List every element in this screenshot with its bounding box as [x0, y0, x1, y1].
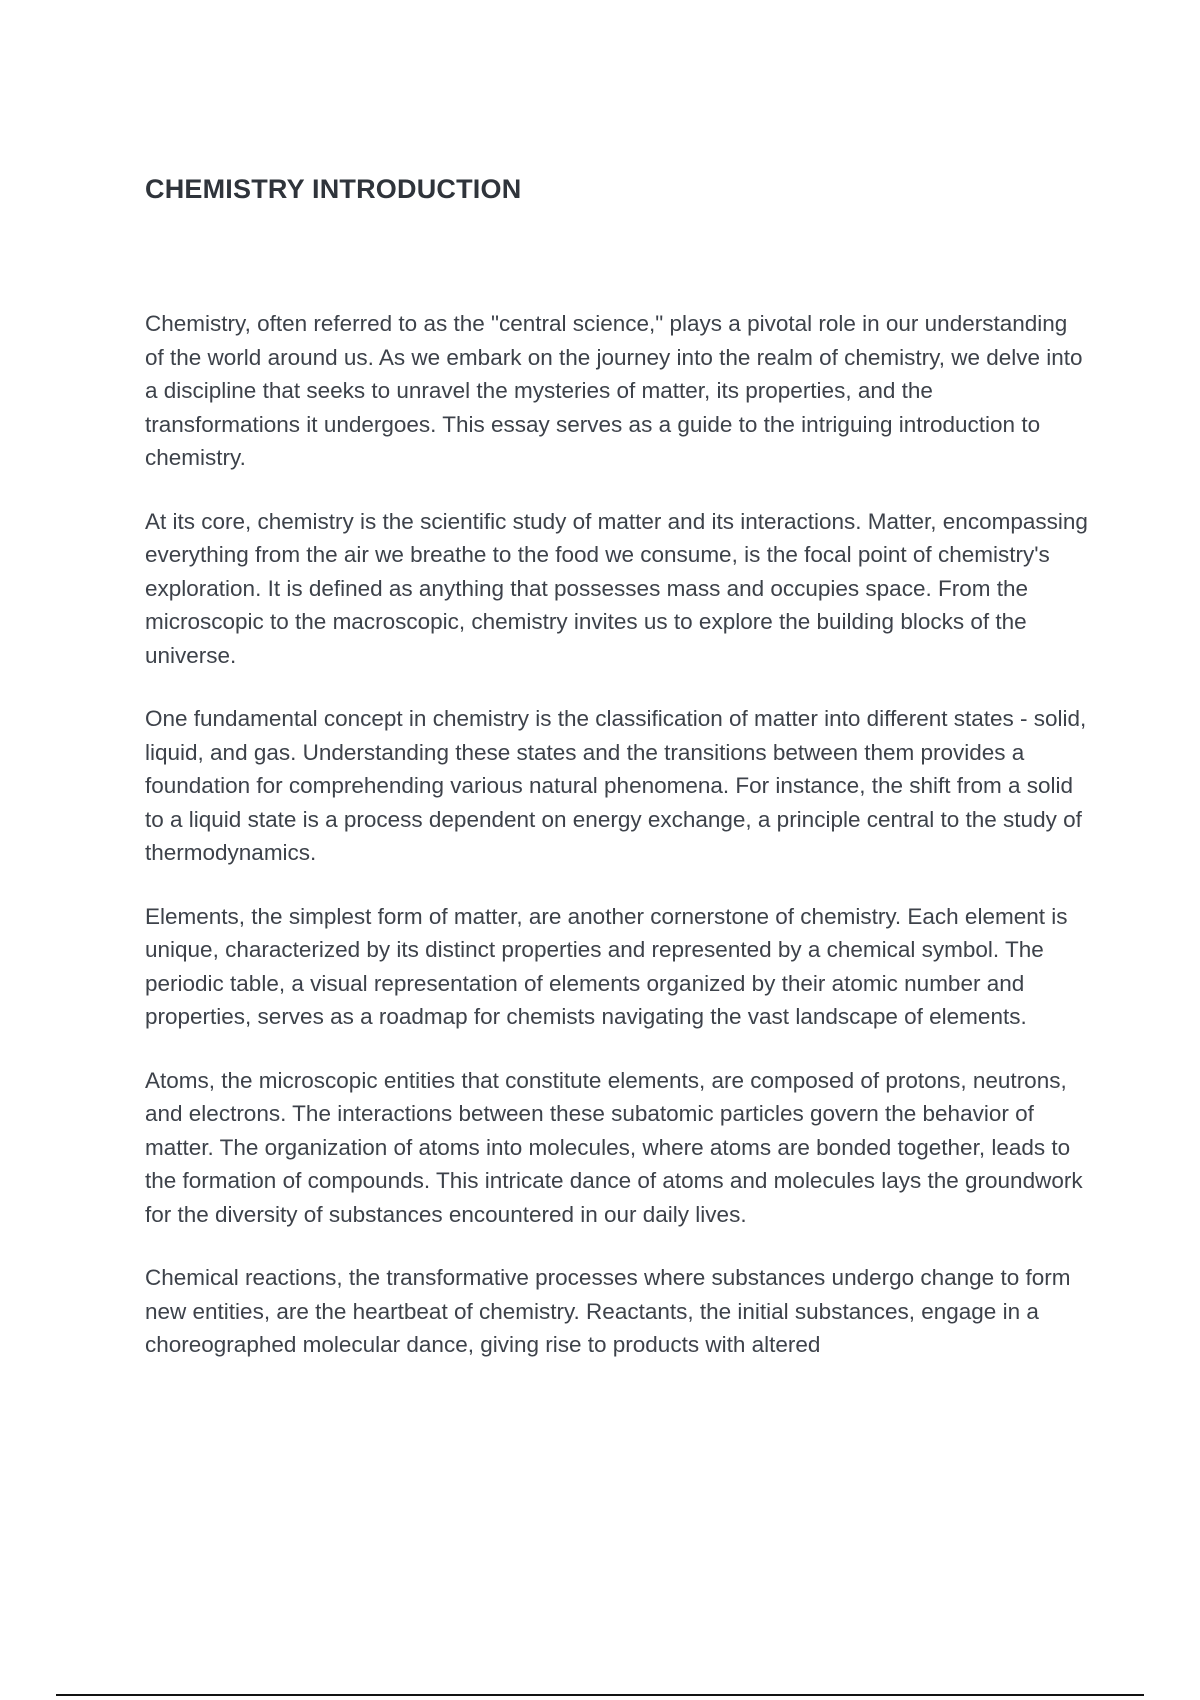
paragraph: Chemistry, often referred to as the "central science," plays a pivotal role in our understanding of the world around us. As we embark on the journey into the realm of chemistry, we delve into a discipline that seeks to unravel the mysteries of matter, its properties, and the transformations it undergoes. This essay serves as a guide to the intriguing introduction to chemistry.: [145, 311, 1083, 470]
paragraph: At its core, chemistry is the scientific study of matter and its interactions. Matter, encompassing everything from the air we breathe to the food we consume, is the focal point of chemistry's exploration. It is defined as anything that possesses mass and occupies space. From the microscopic to the macroscopic, chemistry invites us to explore the building blocks of the universe.: [145, 508, 1088, 668]
document-body: [145, 307, 1090, 1392]
paragraph: Chemical reactions, the transformative processes where substances undergo change to form new entities, are the heartbeat of chemistry. Reactants, the initial substances, engage in a choreographed molecular dance, giving rise to products with altered: [145, 1265, 1071, 1357]
paragraph: Elements, the simplest form of matter, are another cornerstone of chemistry. Each element is unique, characterized by its distinct properties and represented by a chemical symbol. The periodic table, a visual representation of elements organized by their atomic number and properties, serves as a roadmap for chemists navigating the vast landscape of elements.: [145, 903, 1068, 1029]
paragraph: One fundamental concept in chemistry is the classification of matter into different states - solid, liquid, and gas. Understanding these states and the transitions between them provides a foundation for comprehending various natural phenomena. For instance, the shift from a solid to a liquid state is a process dependent on energy exchange, a principle central to the study of thermodynamics.: [145, 706, 1087, 865]
page-title: CHEMISTRY INTRODUCTION: [145, 174, 522, 204]
paragraph: Atoms, the microscopic entities that constitute elements, are composed of protons, neutrons, and electrons. The interactions between these subatomic particles govern the behavior of matter. The organization of atoms into molecules, where atoms are bonded together, leads to the formation of compounds. This intricate dance of atoms and molecules lays the groundwork for the diversity of substances encountered in our daily lives.: [145, 1067, 1083, 1227]
bottom-divider: [56, 1694, 1144, 1696]
